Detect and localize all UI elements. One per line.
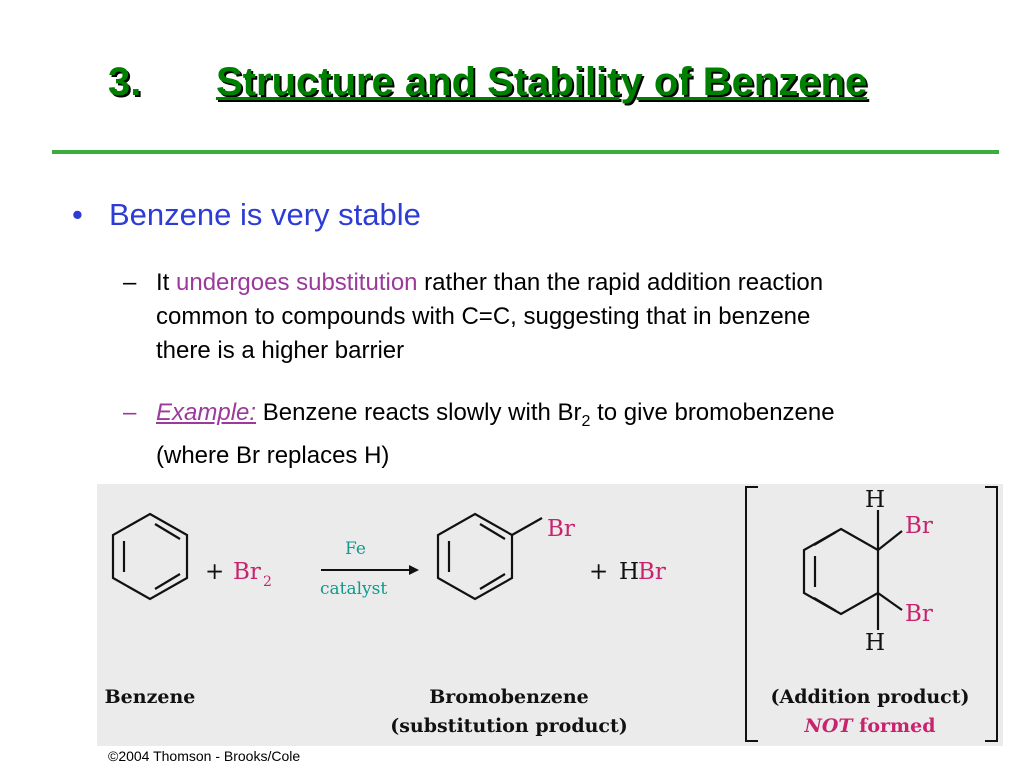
- label-formed: formed: [852, 715, 936, 737]
- title-divider: [52, 150, 999, 154]
- bromobenzene-ring: [438, 514, 542, 599]
- bromine-subscript: 2: [263, 574, 272, 590]
- sub-bullet-dash: –: [123, 399, 137, 426]
- arrow-head-icon: [409, 565, 419, 575]
- slide-number: 3.: [108, 60, 142, 104]
- sub1-line1-rest: rather than the rapid addition reaction: [417, 269, 824, 296]
- label-not: NOT: [804, 715, 853, 737]
- addition-br-top: Br: [905, 513, 933, 539]
- example-subscript: 2: [581, 412, 591, 430]
- label-benzene: Benzene: [104, 686, 196, 708]
- benzene-ring: [113, 514, 187, 599]
- example-text-after: to give bromobenzene: [590, 399, 835, 426]
- addition-h-bottom: H: [865, 630, 886, 656]
- sub1-line3: there is a higher barrier: [156, 337, 405, 364]
- catalyst-label: catalyst: [320, 579, 388, 599]
- bromobenzene-br: Br: [547, 516, 575, 542]
- copyright-footer: ©2004 Thomson - Brooks/Cole: [108, 748, 301, 764]
- addition-br-bottom: Br: [905, 601, 933, 627]
- slide-title: [0, 60, 1024, 120]
- sub1-it: It: [156, 269, 177, 296]
- sub1-line2: common to compounds with C=C, suggesting that in benzene: [156, 303, 811, 330]
- example-line2: (where Br replaces H): [156, 441, 390, 469]
- reaction-diagram: [97, 484, 1003, 746]
- label-addition-product: (Addition product): [770, 686, 970, 708]
- plus-sign: +: [205, 559, 225, 585]
- example-text: Benzene reacts slowly with Br: [256, 399, 582, 426]
- bullet-dot: •: [72, 197, 83, 232]
- addition-product-ring: [804, 510, 902, 630]
- hbr-br: Br: [638, 559, 666, 585]
- example-label: Example:: [156, 399, 257, 426]
- label-substitution-product: (substitution product): [390, 715, 628, 737]
- bullet-text: Benzene is very stable: [109, 197, 421, 232]
- reaction-figure: [97, 484, 1003, 746]
- catalyst-fe: Fe: [345, 539, 366, 559]
- hbr-h: H: [619, 559, 640, 585]
- addition-h-top: H: [865, 487, 886, 513]
- label-bromobenzene: Bromobenzene: [429, 686, 589, 708]
- highlight-undergoes-substitution: undergoes substitution: [176, 269, 418, 296]
- slide-title-text: Structure and Stability of Benzene: [216, 60, 868, 104]
- label-not-formed: [803, 715, 935, 737]
- plus-sign-2: +: [589, 559, 609, 585]
- bromine-reagent: Br: [233, 559, 261, 585]
- sub-bullet-dash: –: [123, 269, 137, 296]
